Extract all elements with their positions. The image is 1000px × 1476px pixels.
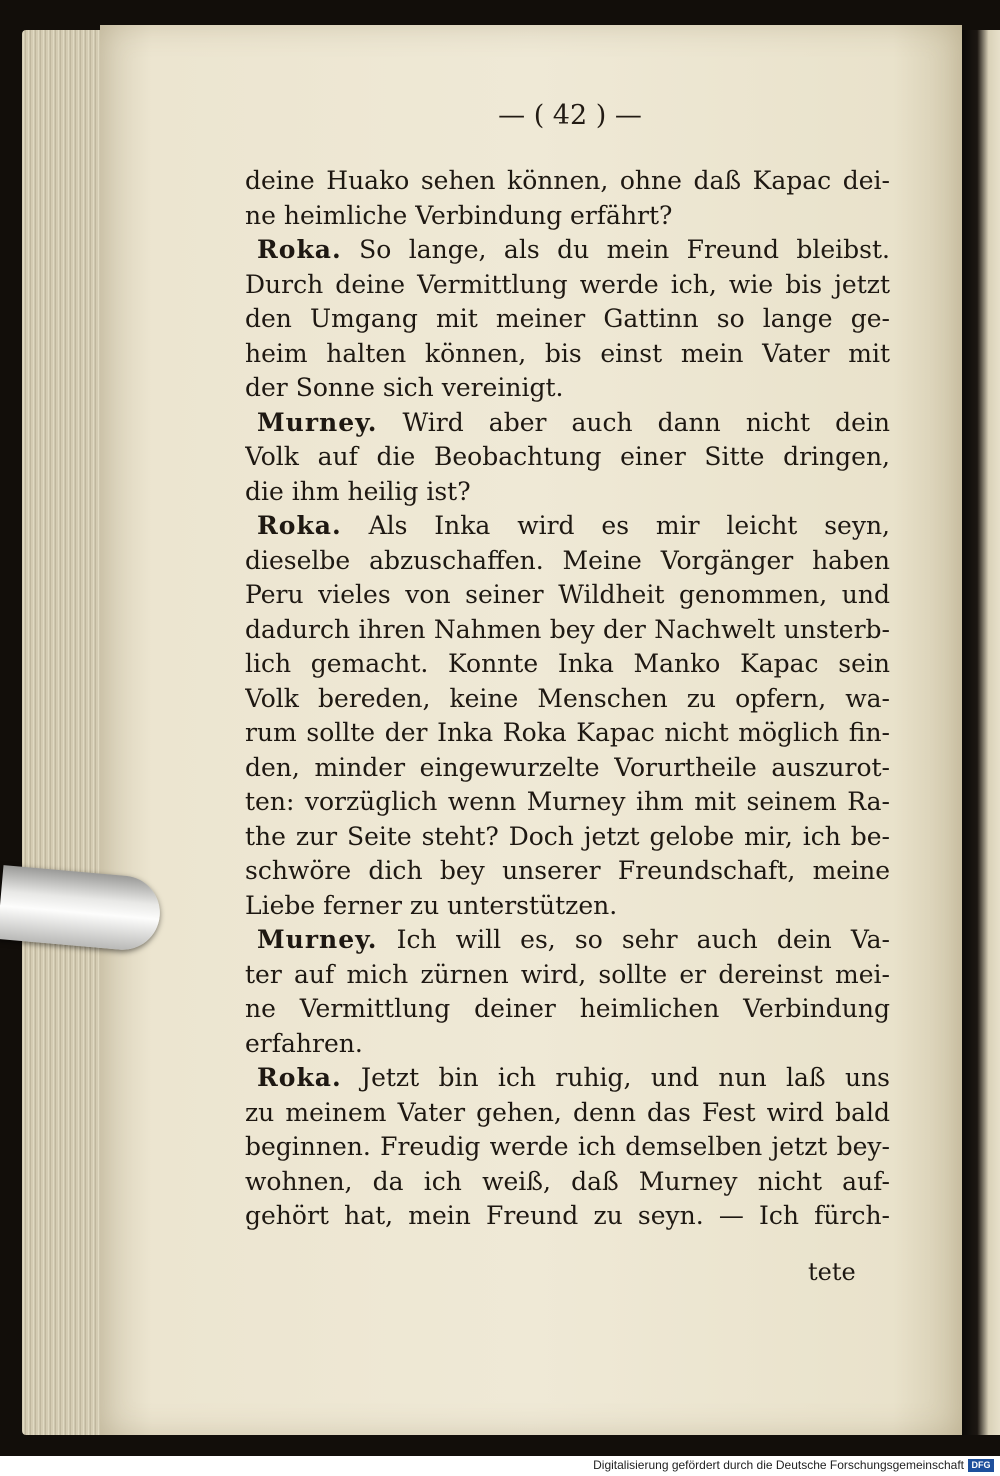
text-line bbox=[245, 785, 890, 820]
text-line bbox=[245, 440, 890, 475]
line-text: Jetzt bin ich ruhig, und nun laß uns bbox=[361, 1063, 890, 1092]
line-text: ter auf mich zürnen wird, sollte er dereinst mei- bbox=[245, 959, 890, 989]
speech-line bbox=[245, 923, 890, 958]
text-line bbox=[245, 1165, 890, 1200]
text-line bbox=[245, 544, 890, 579]
text-line bbox=[245, 820, 890, 855]
line-text: den, minder eingewurzelte Vorurtheile auszurot- bbox=[245, 752, 890, 782]
footer-credit: Digitalisierung gefördert durch die Deutsche Forschungsgemeinschaft bbox=[593, 1458, 964, 1472]
line-text: gehört hat, mein Freund zu seyn. — Ich fürch- bbox=[245, 1201, 890, 1230]
speech-line bbox=[245, 233, 890, 268]
line-text: dieselbe abzuschaffen. Meine Vorgänger haben bbox=[245, 545, 890, 575]
speaker-name: Roka. bbox=[257, 1063, 342, 1092]
line-text: erfahren. bbox=[245, 1028, 363, 1058]
line-text: den Umgang mit meiner Gattinn so lange ge- bbox=[245, 304, 890, 333]
line-text: Als Inka wird es mir leicht seyn, bbox=[368, 511, 890, 540]
footer-bar bbox=[0, 1456, 1000, 1476]
line-text: Ich will es, so sehr auch dein Va- bbox=[396, 925, 890, 954]
line-text: lich gemacht. Konnte Inka Manko Kapac sein bbox=[245, 649, 890, 678]
speaker-name: Murney. bbox=[257, 925, 378, 954]
line-text: Wird aber auch dann nicht dein bbox=[402, 407, 890, 437]
text-line bbox=[245, 1130, 890, 1165]
line-text: beginnen. Freudig werde ich demselben jetzt bey- bbox=[245, 1132, 890, 1161]
line-text: Liebe ferner zu unterstützen. bbox=[245, 890, 618, 920]
line-text: die ihm heilig ist? bbox=[245, 476, 471, 506]
speaker-name: Roka. bbox=[257, 511, 342, 540]
line-text: Durch deine Vermittlung werde ich, wie bis jetzt bbox=[245, 269, 890, 299]
page-text bbox=[245, 164, 890, 1234]
line-text: ne Vermittlung deiner heimlichen Verbindung bbox=[245, 994, 890, 1023]
text-line bbox=[245, 371, 890, 406]
text-line bbox=[245, 992, 890, 1027]
text-line bbox=[245, 958, 890, 993]
line-text: schwöre dich bey unserer Freundschaft, meine bbox=[245, 856, 890, 885]
line-text: the zur Seite steht? Doch jetzt gelobe mir, ich be- bbox=[245, 821, 890, 851]
speaker-name: Murney. bbox=[257, 407, 378, 437]
line-text: rum sollte der Inka Roka Kapac nicht möglich fin- bbox=[245, 718, 890, 747]
line-text: ten: vorzüglich wenn Murney ihm mit seinem Ra- bbox=[245, 787, 890, 816]
text-line bbox=[245, 302, 890, 337]
text-line bbox=[245, 682, 890, 717]
page-clip bbox=[0, 865, 163, 953]
catchword: tete bbox=[808, 1258, 856, 1286]
text-line bbox=[245, 1096, 890, 1131]
text-line bbox=[245, 337, 890, 372]
text-line bbox=[245, 475, 890, 510]
text-line bbox=[245, 164, 890, 199]
line-text: Volk auf die Beobachtung einer Sitte dringen, bbox=[245, 442, 890, 471]
text-line bbox=[245, 716, 890, 751]
text-line bbox=[245, 1199, 890, 1234]
text-line bbox=[245, 578, 890, 613]
facing-page-edge bbox=[962, 30, 1000, 1435]
dfg-logo: DFG bbox=[968, 1459, 994, 1472]
line-text: deine Huako sehen können, ohne daß Kapac dei- bbox=[245, 166, 890, 195]
text-line bbox=[245, 199, 890, 234]
line-text: dadurch ihren Nahmen bey der Nachwelt unsterb- bbox=[245, 614, 890, 644]
line-text: Volk bereden, keine Menschen zu opfern, wa- bbox=[245, 683, 890, 713]
text-line bbox=[245, 889, 890, 924]
line-text: heim halten können, bis einst mein Vater mit bbox=[245, 338, 890, 368]
line-text: der Sonne sich vereinigt. bbox=[245, 373, 564, 402]
speech-line bbox=[245, 1061, 890, 1096]
speech-line bbox=[245, 509, 890, 544]
text-line bbox=[245, 613, 890, 648]
line-text: ne heimliche Verbindung erfährt? bbox=[245, 200, 673, 230]
text-line bbox=[245, 647, 890, 682]
text-line bbox=[245, 751, 890, 786]
line-text: wohnen, da ich weiß, daß Murney nicht auf- bbox=[245, 1166, 890, 1196]
line-text: Peru vieles von seiner Wildheit genommen, und bbox=[245, 580, 890, 609]
speaker-name: Roka. bbox=[257, 235, 342, 264]
page-header: — ( 42 ) — bbox=[498, 100, 642, 131]
text-line bbox=[245, 268, 890, 303]
line-text: So lange, als du mein Freund bleibst. bbox=[359, 235, 890, 264]
line-text: zu meinem Vater gehen, denn das Fest wird bald bbox=[245, 1097, 890, 1127]
speech-line bbox=[245, 406, 890, 441]
page-edges bbox=[22, 30, 112, 1435]
text-line bbox=[245, 854, 890, 889]
text-line bbox=[245, 1027, 890, 1062]
